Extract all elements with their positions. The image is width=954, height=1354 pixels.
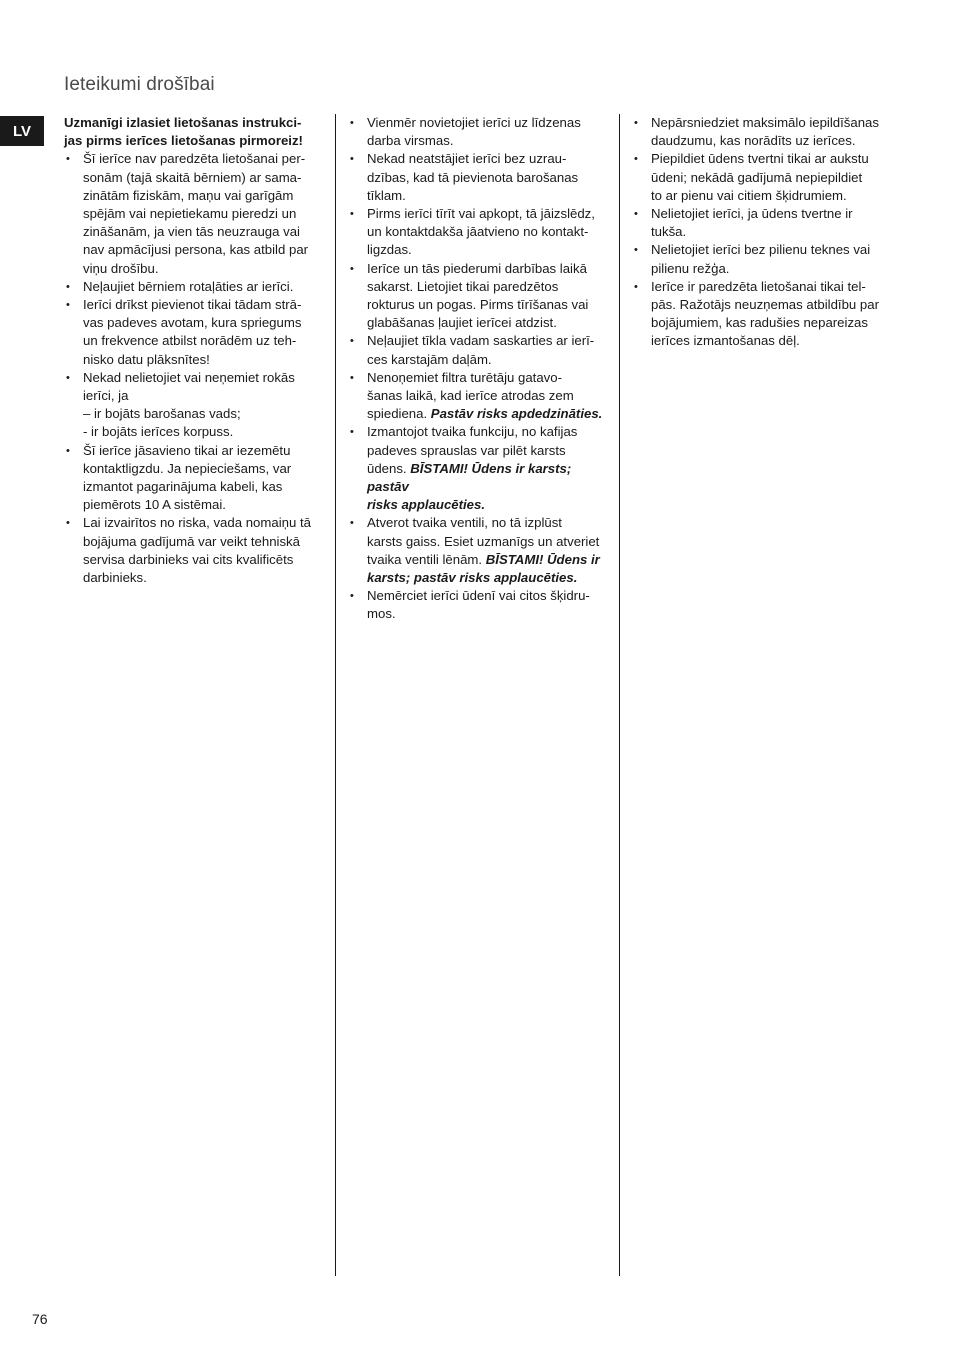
language-tab: LV xyxy=(0,116,44,146)
list-item: • Nekad nelietojiet vai neņemiet rokās ierīci, ja – ir bojāts barošanas vads; - ir bojāts ierīces korpuss. xyxy=(64,369,322,442)
list-item: • Šī ierīce jāsavieno tikai ar iezemētu kontaktligzdu. Ja nepieciešams, var izmantot pagarinājuma kabeli, kas piemērots 10 A sistēmai. xyxy=(64,442,322,515)
list-item: • Neļaujiet tīkla vadam saskarties ar ierī- ces karstajām daļām. xyxy=(348,332,608,368)
column-divider xyxy=(335,114,336,1276)
list-item: • Nepārsniedziet maksimālo iepildīšanas daudzumu, kas norādīts uz ierīces. xyxy=(632,114,894,150)
page-number: 76 xyxy=(32,1311,48,1327)
list-item: • Izmantojot tvaika funkciju, no kafijas padeves sprauslas var pilēt karsts ūdens. BĪSTAMI! Ūdens ir karsts; pastāv risks applaucēties. xyxy=(348,423,608,514)
list-item: • Nelietojiet ierīci bez pilienu teknes vai pilienu režģa. xyxy=(632,241,894,277)
list-item: • Šī ierīce nav paredzēta lietošanai per- sonām (tajā skaitā bērniem) ar sama- zinātām fiziskām, maņu vai garīgām spējām vai nepietiekamu pieredzi un zināšanām, ja vien tās neuzrauga vai nav apmācījusi persona, kas atbild par viņu drošību. xyxy=(64,150,322,277)
list-item: • Neļaujiet bērniem rotaļāties ar ierīci. xyxy=(64,278,322,296)
list-item: • Piepildiet ūdens tvertni tikai ar aukstu ūdeni; nekādā gadījumā nepiepildiet to ar pienu vai citiem šķidrumiem. xyxy=(632,150,894,205)
column-2 xyxy=(348,114,608,624)
list-item: • Lai izvairītos no riska, vada nomaiņu tā bojājuma gadījumā var veikt tehniskā servisa darbinieks vai cits kvalificēts darbinieks. xyxy=(64,514,322,587)
list-item: • Atverot tvaika ventili, no tā izplūst karsts gaiss. Esiet uzmanīgs un atveriet tvaika ventili lēnām. BĪSTAMI! Ūdens ir karsts; pastāv risks applaucēties. xyxy=(348,514,608,587)
safety-list xyxy=(348,114,608,624)
column-divider xyxy=(619,114,620,1276)
list-item: • Nemērciet ierīci ūdenī vai citos šķidru- mos. xyxy=(348,587,608,623)
list-item: • Nelietojiet ierīci, ja ūdens tvertne ir tukša. xyxy=(632,205,894,241)
safety-list xyxy=(632,114,894,351)
list-item: • Pirms ierīci tīrīt vai apkopt, tā jāizslēdz, un kontaktdakša jāatvieno no kontakt- ligzdas. xyxy=(348,205,608,260)
column-1 xyxy=(64,114,322,587)
safety-list xyxy=(64,150,322,587)
burn-warning: Pastāv risks apdedzināties. xyxy=(430,406,603,422)
list-item: • Nenoņemiet filtra turētāju gatavo- šanas laikā, kad ierīce atrodas zem spiediena. Pastāv risks apdedzināties. xyxy=(348,369,608,424)
list-item: • Ierīce ir paredzēta lietošanai tikai tel- pās. Ražotājs neuzņemas atbildību par bojājumiem, kas radušies nepareizas ierīces izmantošanas dēļ. xyxy=(632,278,894,351)
page-title: Ieteikumi drošībai xyxy=(64,74,215,95)
list-item: • Nekad neatstājiet ierīci bez uzrau- dzības, kad tā pievienota barošanas tīklam. xyxy=(348,150,608,205)
scald-warning: BĪSTAMI! Ūdens ir xyxy=(485,551,600,567)
scald-warning: BĪSTAMI! Ūdens ir karsts; pastāv xyxy=(367,460,572,495)
list-item: • Ierīci drīkst pievienot tikai tādam strā- vas padeves avotam, kura spriegums un frekvence atbilst norādēm uz teh- nisko datu plāksnītes! xyxy=(64,296,322,369)
intro-warning: Uzmanīgi izlasiet lietošanas instrukci- jas pirms ierīces lietošanas pirmoreiz! xyxy=(64,115,303,149)
column-3 xyxy=(632,114,894,351)
list-item: • Ierīce un tās piederumi darbības laikā sakarst. Lietojiet tikai paredzētos rokturus un pogas. Pirms tīrīšanas vai glabāšanas ļaujiet ierīcei atdzist. xyxy=(348,260,608,333)
list-item: • Vienmēr novietojiet ierīci uz līdzenas darba virsmas. xyxy=(348,114,608,150)
